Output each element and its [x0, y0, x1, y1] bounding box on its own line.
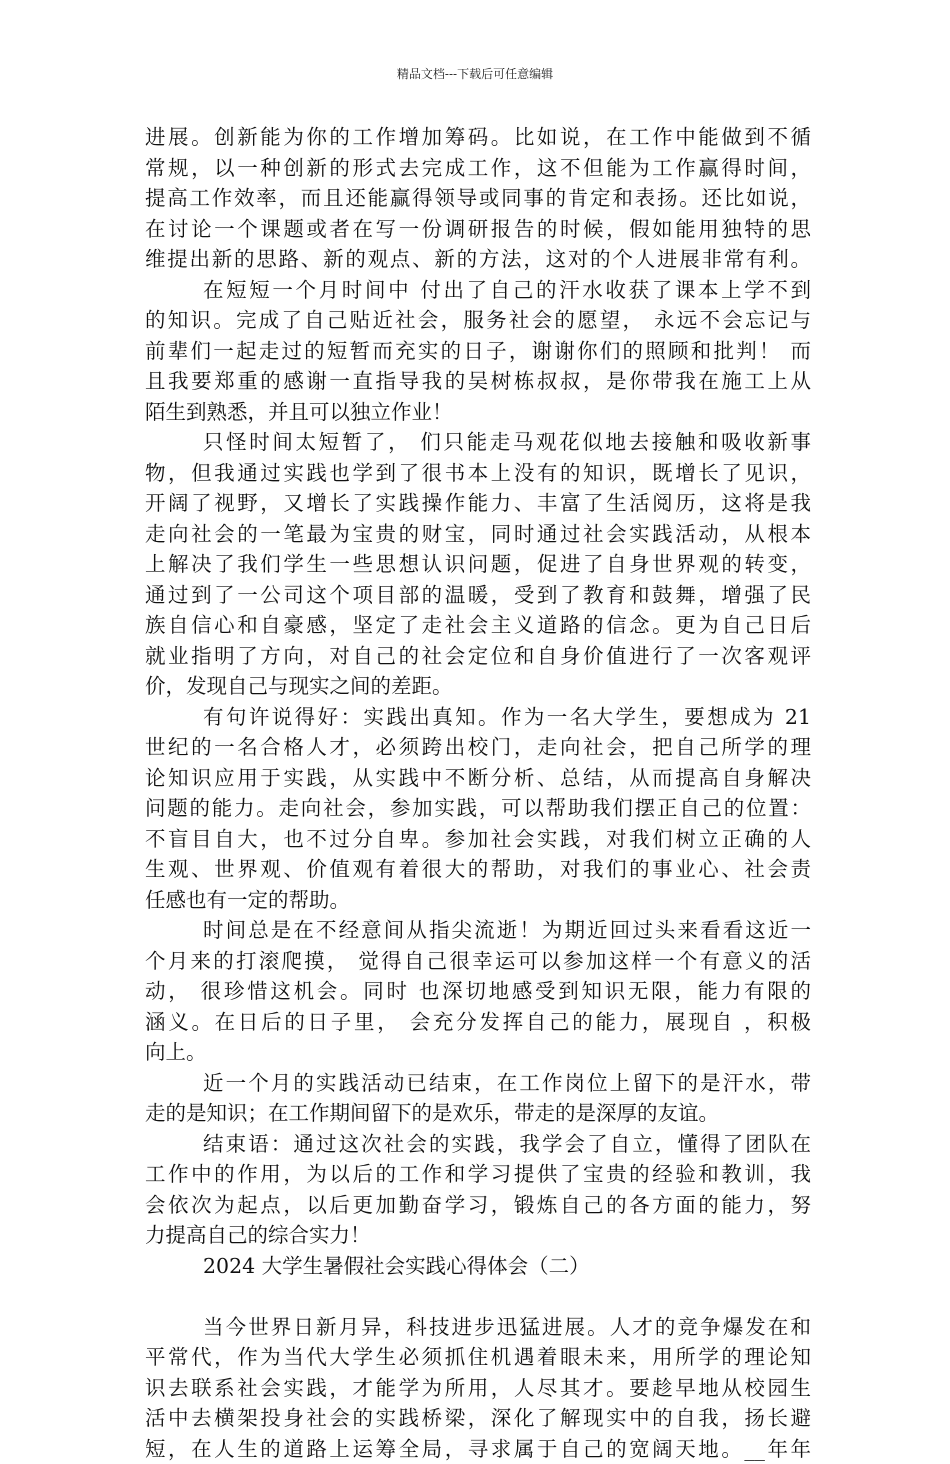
text-line: 在短短一个月时间中 付出了自己的汗水收获了课本上学不到 [145, 275, 811, 306]
text-line: 通过到了一公司这个项目部的温暖，受到了教育和鼓舞，增强了民 [145, 580, 811, 611]
text-line: 当今世界日新月异，科技进步迅猛进展。人才的竞争爆发在和 [145, 1312, 811, 1343]
text-line: 物，但我通过实践也学到了很书本上没有的知识，既增长了见识， [145, 458, 811, 489]
text-line: 向上。 [145, 1037, 811, 1068]
text-line: 活中去横架投身社会的实践桥梁，深化了解现实中的自我，扬长避 [145, 1403, 811, 1434]
text-line: 问题的能力。走向社会，参加实践，可以帮助我们摆正自己的位置： [145, 793, 811, 824]
document-body [145, 122, 811, 1464]
text-line: 会依次为起点，以后更加勤奋学习，锻炼自己的各方面的能力，努 [145, 1190, 811, 1221]
text-line: 有句许说得好：实践出真知。作为一名大学生，要想成为 21 [145, 702, 811, 733]
text-line: 常规，以一种创新的形式去完成工作，这不但能为工作赢得时间， [145, 153, 811, 184]
text-line: 陌生到熟悉，并且可以独立作业！ [145, 397, 811, 428]
text-line: 走的是知识；在工作期间留下的是欢乐，带走的是深厚的友谊。 [145, 1098, 811, 1129]
text-line: 工作中的作用，为以后的工作和学习提供了宝贵的经验和教训，我 [145, 1159, 811, 1190]
text-line: 短，在人生的道路上运筹全局，寻求属于自己的宽阔天地。__年年 [145, 1434, 811, 1464]
text-line: 动， 很珍惜这机会。同时 也深切地感受到知识无限，能力有限的 [145, 976, 811, 1007]
text-line: 在讨论一个课题或者在写一份调研报告的时候，假如能用独特的思 [145, 214, 811, 245]
text-line: 识去联系社会实践，才能学为所用，人尽其才。要趁早地从校园生 [145, 1373, 811, 1404]
text-line: 维提出新的思路、新的观点、新的方法，这对的个人进展非常有利。 [145, 244, 811, 275]
text-line: 走向社会的一笔最为宝贵的财宝，同时通过社会实践活动，从根本 [145, 519, 811, 550]
text-line: 进展。创新能为你的工作增加筹码。比如说，在工作中能做到不循 [145, 122, 811, 153]
text-line: 且我要郑重的感谢一直指导我的吴树栋叔叔，是你带我在施工上从 [145, 366, 811, 397]
text-line: 个月来的打滚爬摸， 觉得自己很幸运可以参加这样一个有意义的活 [145, 946, 811, 977]
text-line: 时间总是在不经意间从指尖流逝！为期近回过头来看看这近一 [145, 915, 811, 946]
text-line: 任感也有一定的帮助。 [145, 885, 811, 916]
text-line: 价，发现自己与现实之间的差距。 [145, 671, 811, 702]
text-line: 提高工作效率，而且还能赢得领导或同事的肯定和表扬。还比如说， [145, 183, 811, 214]
text-line: 世纪的一名合格人才，必须跨出校门，走向社会，把自己所学的理 [145, 732, 811, 763]
text-line: 族自信心和自豪感，坚定了走社会主义道路的信念。更为自己日后 [145, 610, 811, 641]
text-line: 近一个月的实践活动已结束，在工作岗位上留下的是汗水，带 [145, 1068, 811, 1099]
text-line: 生观、世界观、价值观有着很大的帮助，对我们的事业心、社会责 [145, 854, 811, 885]
section-title: 2024 大学生暑假社会实践心得体会（二） [145, 1251, 811, 1282]
text-line: 平常代，作为当代大学生必须抓住机遇着眼未来，用所学的理论知 [145, 1342, 811, 1373]
page-header: 精品文档---下载后可任意编辑 [0, 66, 950, 82]
text-line: 涵义。在日后的日子里， 会充分发挥自己的能力，展现自 ，积极 [145, 1007, 811, 1038]
text-line: 开阔了视野，又增长了实践操作能力、丰富了生活阅历，这将是我 [145, 488, 811, 519]
text-line: 上解决了我们学生一些思想认识问题，促进了自身世界观的转变， [145, 549, 811, 580]
text-line: 力提高自己的综合实力！ [145, 1220, 811, 1251]
text-line: 的知识。完成了自己贴近社会，服务社会的愿望， 永远不会忘记与 [145, 305, 811, 336]
text-line: 就业指明了方向，对自己的社会定位和自身价值进行了一次客观评 [145, 641, 811, 672]
text-line: 只怪时间太短暂了， 们只能走马观花似地去接触和吸收新事 [145, 427, 811, 458]
text-line: 结束语：通过这次社会的实践，我学会了自立，懂得了团队在 [145, 1129, 811, 1160]
blank-line [145, 1281, 811, 1312]
text-line: 论知识应用于实践，从实践中不断分析、总结，从而提高自身解决 [145, 763, 811, 794]
text-line: 前辈们一起走过的短暂而充实的日子，谢谢你们的照顾和批判！ 而 [145, 336, 811, 367]
text-line: 不盲目自大，也不过分自卑。参加社会实践，对我们树立正确的人 [145, 824, 811, 855]
